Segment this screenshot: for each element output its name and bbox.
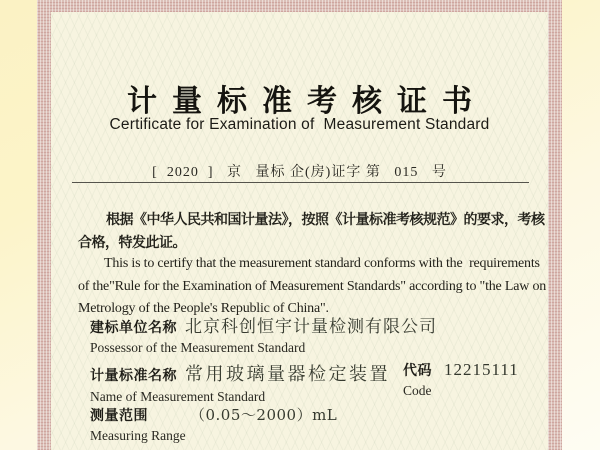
standard-name-label-en: Name of Measurement Standard	[90, 389, 266, 404]
measuring-range-label-cn: 测量范围	[90, 408, 148, 424]
certificate-paper	[51, 12, 548, 450]
divider-line	[72, 182, 529, 183]
body-paragraph-english	[78, 253, 548, 321]
body-cn-line-2: 合格，特发此证。	[78, 235, 186, 251]
possessor-value: 北京科创恒宇计量检测有限公司	[185, 317, 437, 337]
possessor-label-cn: 建标单位名称	[90, 320, 177, 336]
measuring-range-label-en: Measuring Range	[90, 428, 186, 443]
standard-name-label-cn: 计量标准名称	[90, 368, 177, 384]
body-en-line-1: This is to certify that the measurement standard conforms with the requirements	[104, 256, 540, 271]
body-en-line-3: Metrology of the People's Republic of China".	[78, 301, 329, 316]
body-cn-line-1: 根据《中华人民共和国计量法》，按照《计量标准考核规范》的要求，考核	[106, 212, 545, 228]
certificate-title-english: Certificate for Examination of Measurement Standard	[109, 116, 490, 133]
standard-name-value: 常用玻璃量器检定装置	[185, 364, 390, 385]
code-label-en: Code	[403, 383, 432, 398]
measuring-range-value: （0.05～2000）mL	[190, 406, 338, 424]
field-code	[403, 360, 519, 399]
certificate-number: [ 2020 ] 京 量标 企(房)证字 第 015 号	[152, 165, 447, 180]
field-measuring-range	[90, 404, 540, 444]
frame-border-top	[37, 0, 562, 12]
body-paragraph-chinese	[78, 209, 548, 255]
frame-border-right	[548, 0, 562, 450]
field-possessor	[90, 312, 540, 356]
frame-border-left	[37, 0, 51, 450]
possessor-label-en: Possessor of the Measurement Standard	[90, 340, 306, 355]
code-label-cn: 代码	[403, 363, 432, 379]
certificate-title-chinese: 计量标准考核证书	[127, 84, 487, 119]
body-en-line-2: of the"Rule for the Examination of Measurement Standards" according to "the Law on	[78, 278, 547, 294]
code-value: 12215111	[444, 360, 519, 379]
